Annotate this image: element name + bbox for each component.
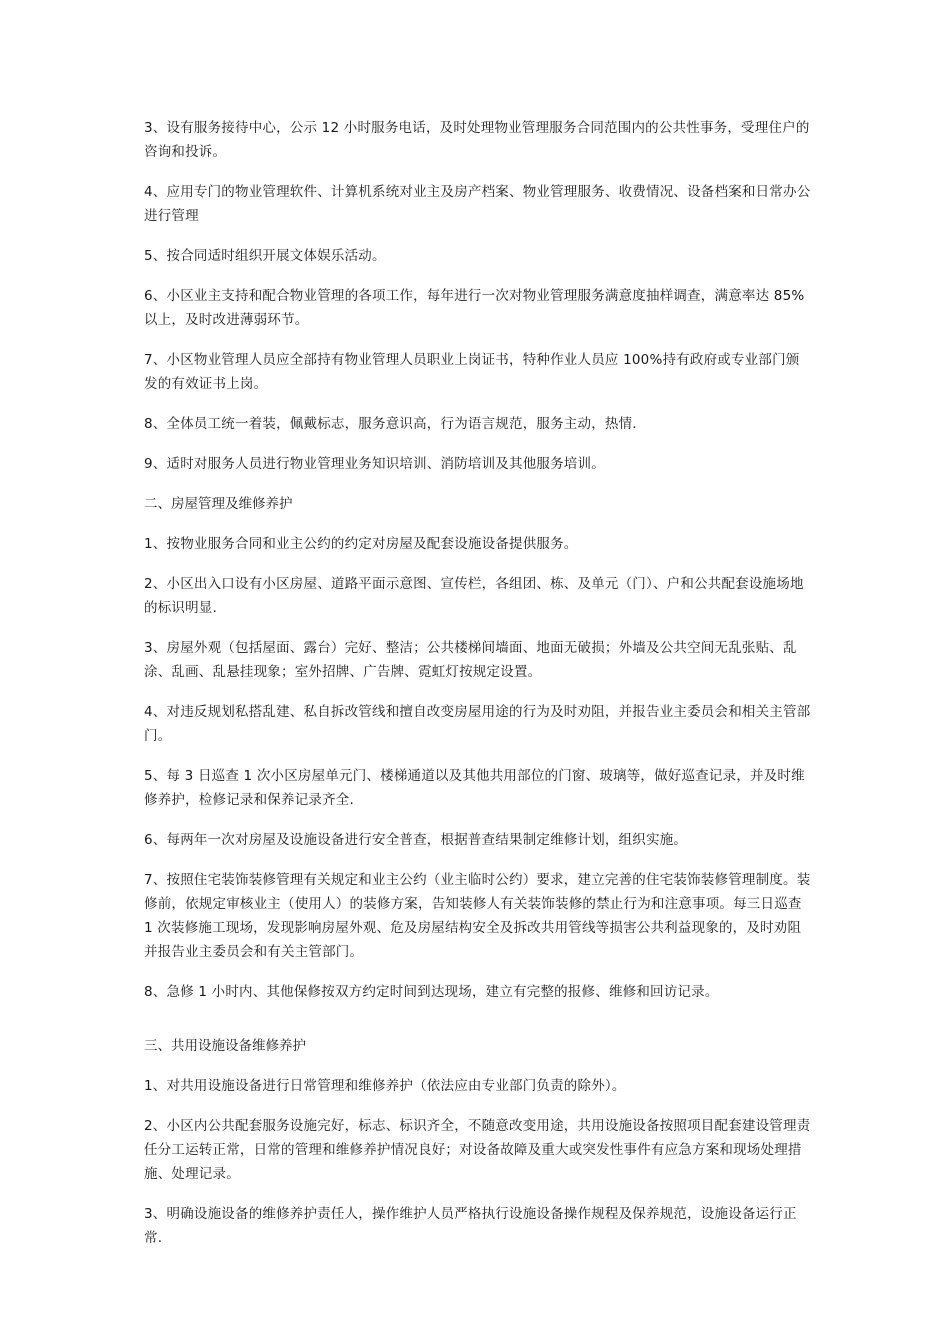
paragraph: 8、全体员工统一着装，佩戴标志，服务意识高，行为语言规范，服务主动，热情. — [144, 416, 637, 432]
paragraph: 3、明确设施设备的维修养护责任人，操作维护人员严格执行设施设备操作规程及保养规范，设施设备运行正常. — [144, 1206, 797, 1246]
paragraph: 9、适时对服务人员进行物业管理业务知识培训、消防培训及其他服务培训。 — [144, 456, 605, 472]
paragraph: 7、按照住宅装饰装修管理有关规定和业主公约（业主临时公约）要求，建立完善的住宅装饰装修管理制度。装修前，依规定审核业主（使用人）的装修方案，告知装修人有关装饰装修的禁止行为和注意事项。每三日巡查 1 次装修施工现场，发现影响房屋外观、危及房屋结构安全及拆改共用管线等损害公共利益现象的，及时劝阻并报告业主委员会和有关主管部门。 — [144, 872, 811, 960]
document-body — [144, 116, 812, 1266]
paragraph: 5、按合同适时组织开展文体娱乐活动。 — [144, 248, 386, 264]
paragraph: 6、小区业主支持和配合物业管理的各项工作，每年进行一次对物业管理服务满意度抽样调查，满意率达 85%以上，及时改进薄弱环节。 — [144, 288, 805, 328]
paragraph: 5、每 3 日巡查 1 次小区房屋单元门、楼梯通道以及其他共用部位的门窗、玻璃等，做好巡查记录，并及时维修养护，检修记录和保养记录齐全. — [144, 768, 805, 808]
paragraph: 4、对违反规划私搭乱建、私自拆改管线和擅自改变房屋用途的行为及时劝阻，并报告业主委员会和相关主管部门。 — [144, 704, 811, 744]
paragraph: 3、房屋外观（包括屋面、露台）完好、整洁；公共楼梯间墙面、地面无破损；外墙及公共空间无乱张贴、乱涂、乱画、乱悬挂现象；室外招牌、广告牌、霓虹灯按规定设置。 — [144, 640, 797, 680]
paragraph: 1、对共用设施设备进行日常管理和维修养护（依法应由专业部门负责的除外）。 — [144, 1078, 626, 1094]
paragraph: 8、急修 1 小时内、其他保修按双方约定时间到达现场，建立有完整的报修、维修和回访记录。 — [144, 984, 719, 1000]
section-heading: 三、共用设施设备维修养护 — [144, 1038, 306, 1054]
paragraph: 6、每两年一次对房屋及设施设备进行安全普查，根据普查结果制定维修计划，组织实施。 — [144, 832, 688, 848]
paragraph: 2、小区出入口设有小区房屋、道路平面示意图、宣传栏，各组团、栋、及单元（门）、户和公共配套设施场地的标识明显. — [144, 576, 804, 616]
section-heading: 二、房屋管理及维修养护 — [144, 496, 293, 512]
paragraph: 2、小区内公共配套服务设施完好，标志、标识齐全，不随意改变用途，共用设施设备按照项目配套建设管理责任分工运转正常，日常的管理和维修养护情况良好；对设备故障及重大或突发性事件有应急方案和现场处理措施、处理记录。 — [144, 1118, 811, 1182]
paragraph: 4、应用专门的物业管理软件、计算机系统对业主及房产档案、物业管理服务、收费情况、设备档案和日常办公进行管理 — [144, 184, 811, 224]
paragraph: 7、小区物业管理人员应全部持有物业管理人员职业上岗证书，特种作业人员应 100%持有政府或专业部门颁发的有效证书上岗。 — [144, 352, 800, 392]
paragraph: 1、按物业服务合同和业主公约的约定对房屋及配套设施设备提供服务。 — [144, 536, 578, 552]
paragraph: 3、设有服务接待中心，公示 12 小时服务电话，及时处理物业管理服务合同范围内的公共性事务，受理住户的咨询和投诉。 — [144, 120, 810, 160]
